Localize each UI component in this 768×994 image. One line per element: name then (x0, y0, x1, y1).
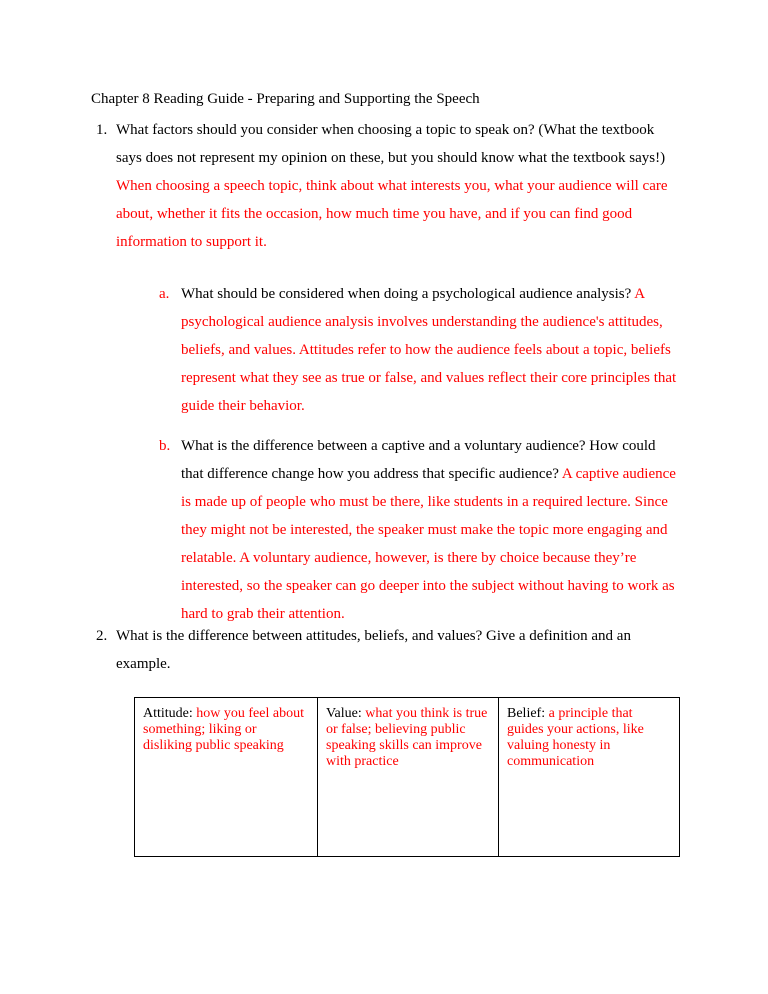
question-1-number: 1. (96, 122, 108, 138)
question-1a-letter: a. (159, 286, 170, 302)
attitude-term: Attitude: (143, 706, 197, 721)
question-1b-answer: A captive audience is made up of people who must be there, like students in a required lecture. Since they might not be interested, the speaker must make the topic more engaging and relatable. A voluntary audience, however, is there by choice because they’re interested, so the speaker can go deeper into the subject without having to work as hard to grab their attention. (181, 466, 676, 622)
definitions-table-row (135, 698, 680, 857)
question-1a (159, 280, 681, 420)
question-1-text (116, 116, 676, 256)
definition-cell-attitude (135, 698, 318, 857)
document-title: Chapter 8 Reading Guide - Preparing and Supporting the Speech (91, 91, 480, 107)
question-2 (96, 622, 676, 678)
question-1 (96, 116, 676, 256)
question-1-answer: When choosing a speech topic, think about what interests you, what your audience will care about, whether it fits the occasion, how much time you have, and if you can find good information to support it. (116, 178, 668, 250)
value-term: Value: (326, 706, 366, 721)
question-2-prompt: What is the difference between attitudes, beliefs, and values? Give a definition and an example. (116, 628, 631, 672)
question-1b (159, 432, 681, 628)
belief-definition: a principle that guides your actions, like valuing honesty in communication (507, 706, 644, 769)
question-1a-prompt: What should be considered when doing a psychological audience analysis? (181, 286, 635, 302)
question-1a-answer: A psychological audience analysis involves understanding the audience's attitudes, beliefs, and values. Attitudes refer to how the audience feels about a topic, beliefs represent what they see as true or false, and values reflect their core principles that guide their behavior. (181, 286, 677, 414)
question-1b-letter: b. (159, 438, 171, 454)
question-2-number: 2. (96, 628, 108, 644)
belief-term: Belief: (507, 706, 549, 721)
definition-cell-belief (499, 698, 680, 857)
attitude-definition: how you feel about something; liking or disliking public speaking (143, 706, 304, 753)
question-1b-prompt: What is the difference between a captive and a voluntary audience? How could that difference change how you address that specific audience? (181, 438, 656, 482)
question-1-prompt: What factors should you consider when choosing a topic to speak on? (What the textbook says does not represent my opinion on these, but you should know what the textbook says!) (116, 122, 666, 166)
definitions-table (134, 697, 680, 857)
value-definition: what you think is true or false; believing public speaking skills can improve with practice (326, 706, 488, 769)
definition-cell-value (318, 698, 499, 857)
